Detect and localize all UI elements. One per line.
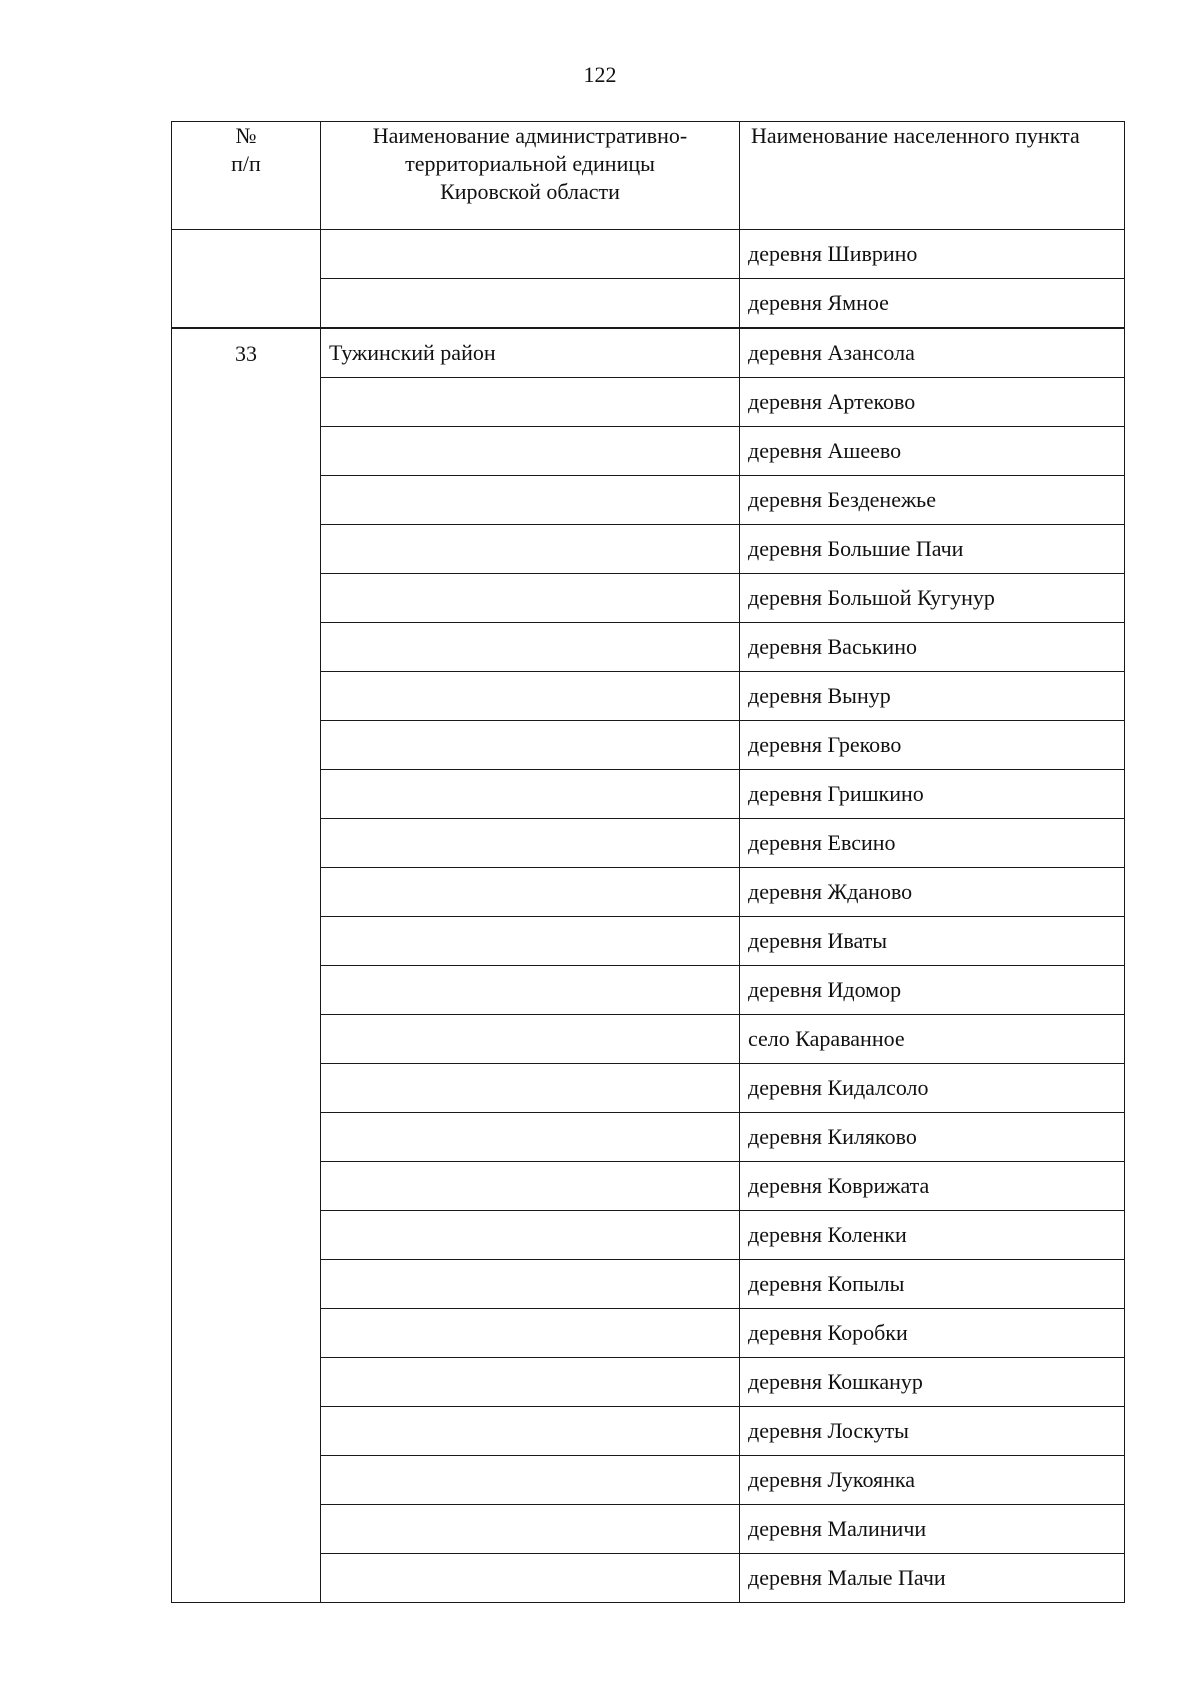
table-header-row xyxy=(172,122,1125,230)
unit-cell xyxy=(321,1113,740,1162)
settlement-cell: деревня Лукоянка xyxy=(740,1456,1125,1505)
settlement-cell: село Караванное xyxy=(740,1015,1125,1064)
header-unit-line: Наименование административно- xyxy=(372,123,688,148)
unit-cell xyxy=(321,1309,740,1358)
header-number-line: п/п xyxy=(231,151,261,176)
unit-cell xyxy=(321,476,740,525)
settlement-cell: деревня Евсино xyxy=(740,819,1125,868)
settlement-cell: деревня Жданово xyxy=(740,868,1125,917)
unit-cell xyxy=(321,1260,740,1309)
unit-cell xyxy=(321,1064,740,1113)
table-row xyxy=(172,328,1125,378)
settlement-cell: деревня Ямное xyxy=(740,279,1125,329)
settlement-cell: деревня Коробки xyxy=(740,1309,1125,1358)
header-place-line: Наименование населенного пункта xyxy=(751,123,1080,148)
table-row xyxy=(172,230,1125,279)
settlement-cell: деревня Коврижата xyxy=(740,1162,1125,1211)
header-unit-line: территориальной единицы xyxy=(405,151,655,176)
unit-cell xyxy=(321,1505,740,1554)
settlement-cell: деревня Шиврино xyxy=(740,230,1125,279)
settlement-cell: деревня Большой Кугунур xyxy=(740,574,1125,623)
settlement-cell: деревня Греково xyxy=(740,721,1125,770)
unit-cell xyxy=(321,672,740,721)
settlement-cell: деревня Копылы xyxy=(740,1260,1125,1309)
unit-cell xyxy=(321,623,740,672)
settlement-cell: деревня Киляково xyxy=(740,1113,1125,1162)
unit-cell xyxy=(321,1456,740,1505)
unit-cell xyxy=(321,868,740,917)
settlement-cell: деревня Азансола xyxy=(740,328,1125,378)
settlement-cell: деревня Идомор xyxy=(740,966,1125,1015)
unit-cell xyxy=(321,1015,740,1064)
row-number xyxy=(172,230,321,329)
unit-cell xyxy=(321,1211,740,1260)
settlement-cell: деревня Иваты xyxy=(740,917,1125,966)
header-place xyxy=(740,122,1125,230)
header-unit xyxy=(321,122,740,230)
settlement-cell: деревня Малые Пачи xyxy=(740,1554,1125,1603)
header-number-line: № xyxy=(235,123,257,148)
unit-cell xyxy=(321,966,740,1015)
settlement-cell: деревня Безденежье xyxy=(740,476,1125,525)
page-number: 122 xyxy=(583,62,617,87)
header-unit-line: Кировской области xyxy=(440,179,620,204)
unit-cell xyxy=(321,574,740,623)
unit-cell xyxy=(321,230,740,279)
settlement-cell: деревня Лоскуты xyxy=(740,1407,1125,1456)
unit-cell xyxy=(321,279,740,329)
unit-cell xyxy=(321,525,740,574)
settlement-cell: деревня Артеково xyxy=(740,378,1125,427)
unit-cell xyxy=(321,1407,740,1456)
settlement-cell: деревня Кошканур xyxy=(740,1358,1125,1407)
unit-cell xyxy=(321,1554,740,1603)
unit-cell xyxy=(321,770,740,819)
unit-cell xyxy=(321,378,740,427)
unit-cell xyxy=(321,1358,740,1407)
settlements-table xyxy=(171,121,1125,1603)
settlement-cell: деревня Вынур xyxy=(740,672,1125,721)
unit-cell xyxy=(321,917,740,966)
row-number: 33 xyxy=(172,328,321,1603)
header-number xyxy=(172,122,321,230)
unit-cell xyxy=(321,427,740,476)
settlement-cell: деревня Васькино xyxy=(740,623,1125,672)
settlement-cell: деревня Ашеево xyxy=(740,427,1125,476)
settlement-cell: деревня Малиничи xyxy=(740,1505,1125,1554)
settlement-cell: деревня Большие Пачи xyxy=(740,525,1125,574)
unit-cell xyxy=(321,1162,740,1211)
table-body xyxy=(172,230,1125,1603)
unit-cell xyxy=(321,819,740,868)
settlement-cell: деревня Гришкино xyxy=(740,770,1125,819)
settlement-cell: деревня Коленки xyxy=(740,1211,1125,1260)
unit-cell xyxy=(321,721,740,770)
unit-cell: Тужинский район xyxy=(321,328,740,378)
settlement-cell: деревня Кидалсоло xyxy=(740,1064,1125,1113)
